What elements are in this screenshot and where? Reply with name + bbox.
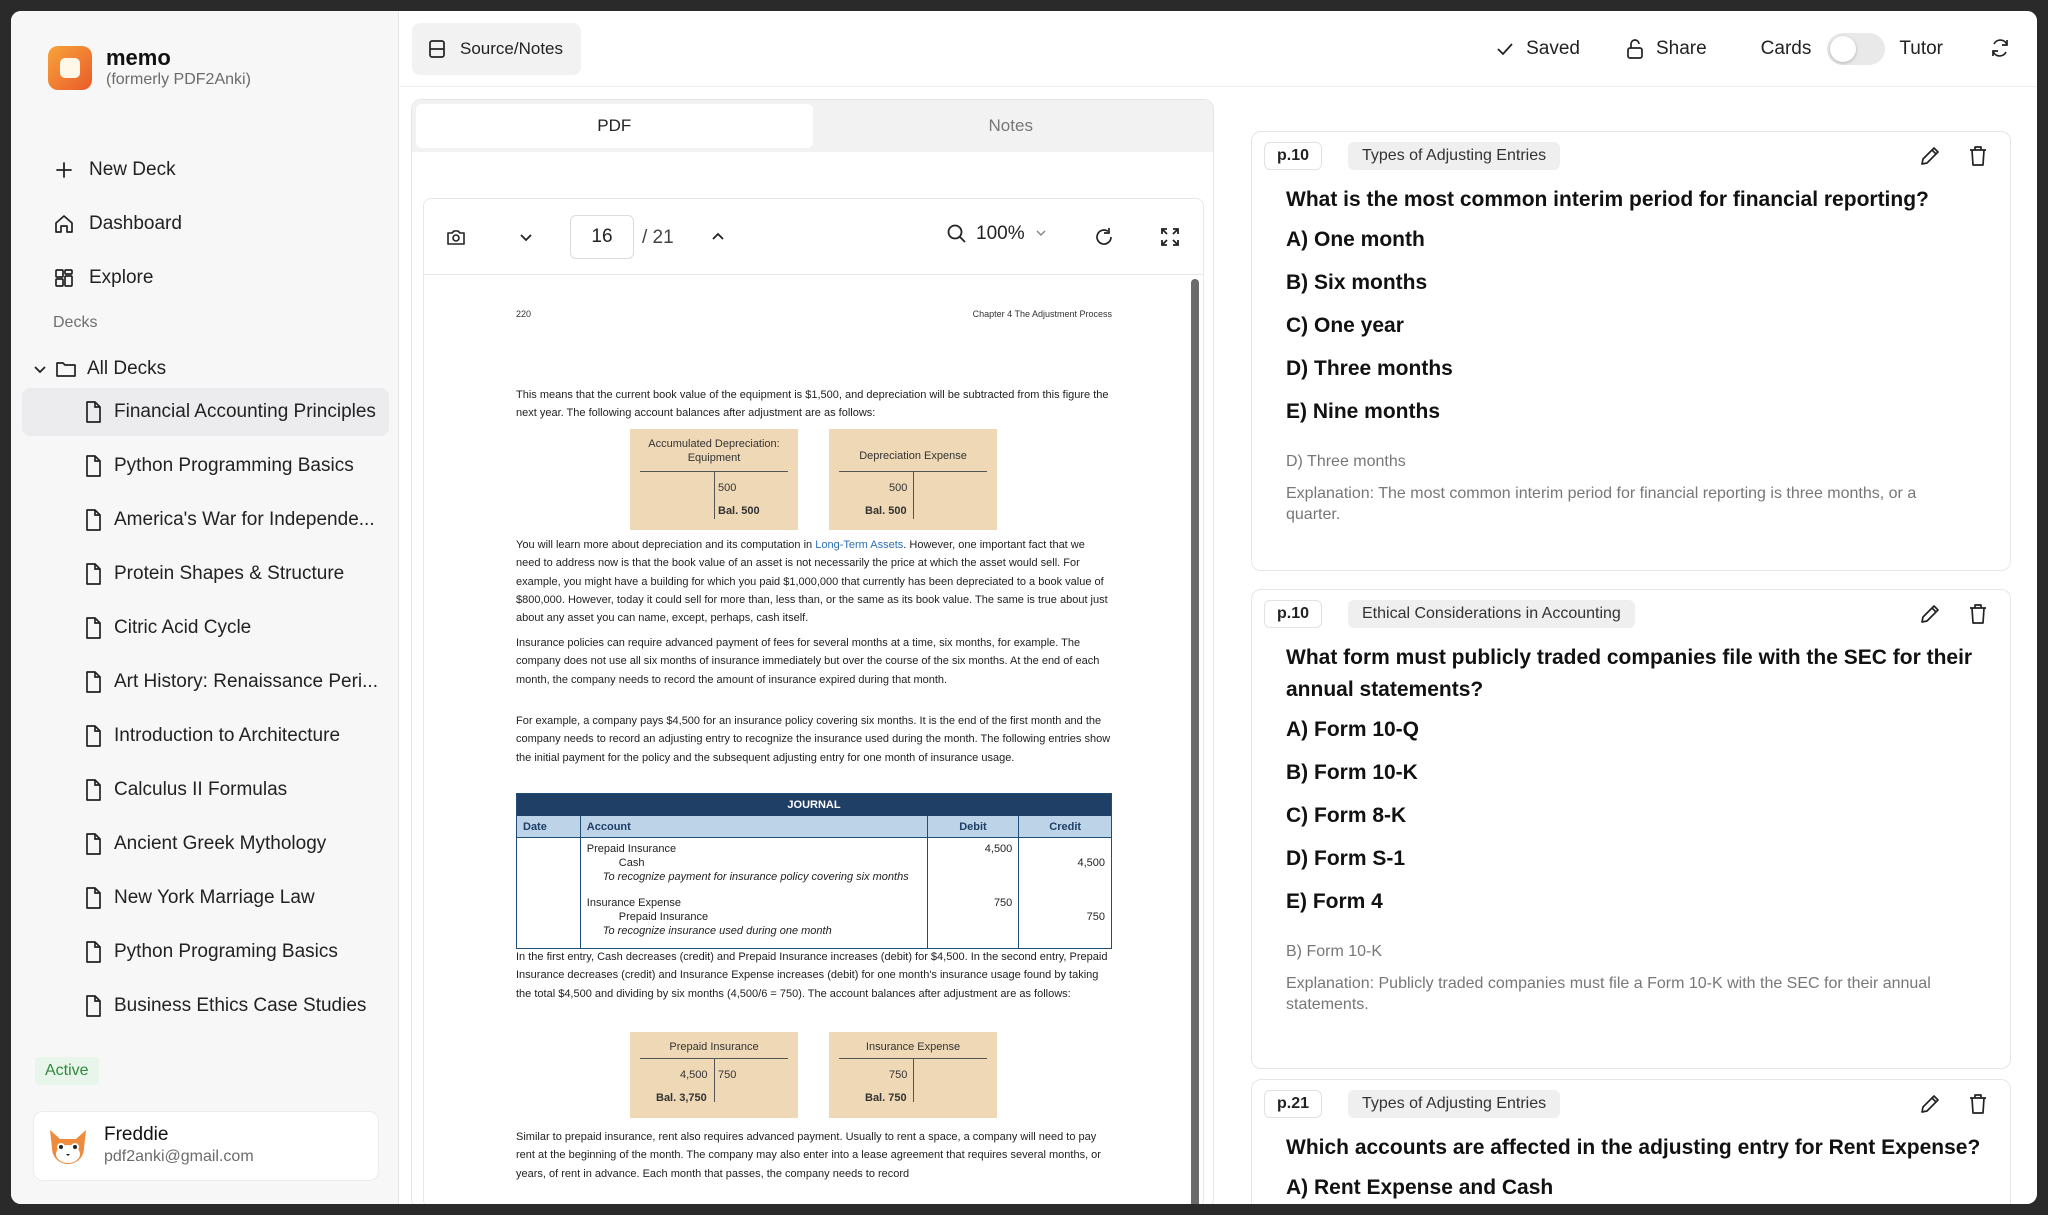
doc-paragraph: In the first entry, Cash decreases (credit) and Prepaid Insurance increases (debit) for $4,500. In the second entry, Prepaid Insurance decreases (credit) and Insurance Expense increases (debit) for one month's insurance usage found by taking the total $4,500 and dividing by six months (4,500/6 = 750). The account balances after adjustment are as follows: bbox=[516, 951, 1108, 1000]
deck-item-label: Ancient Greek Mythology bbox=[114, 833, 327, 854]
doc-paragraph: Insurance policies can require advanced payment of fees for several months at a time, six months, for example. The company does not use all six months of insurance immediately but over the course of the six months. At the end of each month, the company needs to record the amount of insurance expired during that month. bbox=[516, 637, 1100, 686]
file-icon bbox=[82, 508, 104, 532]
journal-account: Insurance Expense bbox=[586, 897, 681, 909]
t-account-title: Insurance Expense bbox=[865, 1041, 961, 1053]
t-account-depreciation-expense bbox=[829, 429, 997, 530]
grid-icon bbox=[51, 265, 77, 291]
zoom-search-icon bbox=[946, 223, 968, 245]
nav-dashboard[interactable] bbox=[51, 206, 182, 242]
deck-item-label: Financial Accounting Principles bbox=[114, 401, 376, 422]
fullscreen-icon[interactable] bbox=[1158, 225, 1182, 249]
deck-item[interactable] bbox=[22, 874, 389, 922]
page-down-chevron-icon[interactable] bbox=[514, 225, 538, 249]
file-icon bbox=[82, 994, 104, 1018]
journal-memo: To recognize insurance used during one month bbox=[602, 925, 832, 937]
deck-item[interactable] bbox=[22, 442, 389, 490]
journal-account: Prepaid Insurance bbox=[586, 843, 677, 855]
new-deck-button[interactable] bbox=[51, 152, 176, 188]
topic-tag: Types of Adjusting Entries bbox=[1348, 1090, 1560, 1118]
tutor-mode-label[interactable]: Tutor bbox=[1899, 38, 1943, 59]
lock-open-icon bbox=[1624, 38, 1646, 60]
file-icon bbox=[82, 832, 104, 856]
deck-item-label: Business Ethics Case Studies bbox=[114, 995, 367, 1016]
brand[interactable] bbox=[48, 46, 251, 90]
pencil-edit-icon[interactable] bbox=[1918, 1092, 1942, 1116]
file-icon bbox=[82, 724, 104, 748]
flashcard[interactable] bbox=[1251, 589, 2011, 1069]
user-name: Freddie bbox=[104, 1124, 169, 1145]
layout-rows-icon bbox=[426, 38, 448, 60]
doc-chapter-header: Chapter 4 The Adjustment Process bbox=[972, 309, 1112, 319]
zoom-level: 100% bbox=[976, 223, 1025, 244]
answer-option: C) Form 8-K bbox=[1286, 804, 1407, 827]
flashcards-panel bbox=[1251, 111, 2021, 1204]
camera-icon[interactable] bbox=[444, 225, 468, 249]
all-decks-folder[interactable] bbox=[29, 351, 166, 387]
t-account-balance: Bal. 3,750 bbox=[656, 1092, 707, 1104]
file-icon bbox=[82, 616, 104, 640]
deck-item-label: Citric Acid Cycle bbox=[114, 617, 252, 638]
journal-header-row bbox=[517, 816, 1111, 838]
deck-item-label: Art History: Renaissance Peri... bbox=[114, 671, 378, 692]
page-up-chevron-icon[interactable] bbox=[706, 225, 730, 249]
pdf-page bbox=[424, 276, 1190, 1204]
folder-icon bbox=[55, 358, 77, 380]
cards-tutor-toggle[interactable] bbox=[1827, 33, 1885, 65]
tab-pdf[interactable]: PDF bbox=[416, 104, 813, 148]
t-account-insurance-expense bbox=[829, 1032, 997, 1118]
answer-option: E) Form 4 bbox=[1286, 890, 1383, 913]
journal-header-date: Date bbox=[517, 816, 581, 837]
page-reference-badge[interactable]: p.21 bbox=[1264, 1090, 1322, 1118]
deck-item-label: Python Programing Basics bbox=[114, 941, 338, 962]
correct-answer: B) Form 10-K bbox=[1286, 943, 1383, 960]
nav-explore[interactable] bbox=[51, 260, 153, 296]
flashcard[interactable] bbox=[1251, 131, 2011, 571]
doc-paragraph: This means that the current book value of the equipment is $1,500, and depreciation will be subtracted from this figure the next year. The following account balances after adjustment are as follows: bbox=[516, 389, 1109, 420]
t-account-credit: 750 bbox=[718, 1069, 737, 1081]
t-account-accumulated-depreciation bbox=[630, 429, 798, 530]
pencil-edit-icon[interactable] bbox=[1918, 144, 1942, 168]
decks-section-label: Decks bbox=[53, 314, 98, 331]
dashboard-label: Dashboard bbox=[89, 213, 182, 234]
journal-credit: 4,500 bbox=[1077, 857, 1105, 869]
answer-option: A) Form 10-Q bbox=[1286, 718, 1420, 741]
deck-item[interactable] bbox=[22, 604, 389, 652]
answer-option: B) Form 10-K bbox=[1286, 761, 1418, 784]
deck-item[interactable] bbox=[22, 928, 389, 976]
journal-account: Cash bbox=[618, 857, 645, 869]
home-icon bbox=[51, 211, 77, 237]
answer-option: C) One year bbox=[1286, 314, 1404, 337]
saved-indicator bbox=[1494, 38, 1580, 60]
answer-option: E) Nine months bbox=[1286, 400, 1441, 423]
deck-item[interactable] bbox=[22, 712, 389, 760]
sidebar bbox=[11, 11, 399, 1204]
t-account-debit: 4,500 bbox=[680, 1069, 708, 1081]
deck-item[interactable] bbox=[22, 658, 389, 706]
deck-item[interactable] bbox=[22, 766, 389, 814]
topic-tag: Ethical Considerations in Accounting bbox=[1348, 600, 1635, 628]
page-reference-badge[interactable]: p.10 bbox=[1264, 142, 1322, 170]
saved-label: Saved bbox=[1526, 38, 1580, 59]
deck-item-label: America's War for Independe... bbox=[114, 509, 375, 530]
journal-body bbox=[517, 838, 1111, 948]
deck-item-label: New York Marriage Law bbox=[114, 887, 315, 908]
new-deck-label: New Deck bbox=[89, 159, 176, 180]
doc-paragraph bbox=[516, 536, 1112, 627]
pdf-panel bbox=[411, 99, 1214, 1204]
status-badge: Active bbox=[35, 1057, 99, 1085]
source-notes-label: Source/Notes bbox=[460, 39, 563, 58]
answer-option: D) Form S-1 bbox=[1286, 847, 1406, 870]
user-profile[interactable] bbox=[33, 1111, 379, 1181]
trash-icon[interactable] bbox=[1966, 144, 1990, 168]
refresh-icon[interactable] bbox=[1989, 37, 2013, 61]
journal-credit: 750 bbox=[1086, 911, 1105, 923]
long-term-assets-link[interactable]: Long-Term Assets bbox=[815, 539, 904, 551]
answer-explanation: Explanation: The most common interim period for financial reporting is three months, or a quarter. bbox=[1286, 485, 1917, 523]
journal-title: JOURNAL bbox=[517, 794, 1111, 816]
t-account-balance: Bal. 750 bbox=[865, 1092, 907, 1104]
chevron-down-icon[interactable] bbox=[29, 358, 51, 380]
card-question: Which accounts are affected in the adjusting entry for Rent Expense? bbox=[1286, 1136, 1981, 1159]
journal-debit: 750 bbox=[993, 897, 1013, 909]
pencil-edit-icon[interactable] bbox=[1918, 602, 1942, 626]
share-label: Share bbox=[1655, 38, 1707, 59]
doc-text: . However, one important fact that we need to address now is that the book value of an asset is not necessarily the price at which the asset would sell. For example, you might have a building for which you paid $1,000,000 that currently has been depreciated to a book value of $800,000. However, today it could sell for more than, less than, or the same as its book value. The same is true about just about any asset you can name, except, perhaps, cash itself. bbox=[516, 539, 1108, 625]
deck-item[interactable] bbox=[22, 820, 389, 868]
cards-mode-label[interactable]: Cards bbox=[1760, 38, 1812, 59]
journal-table bbox=[516, 793, 1112, 949]
file-icon bbox=[82, 400, 104, 424]
flashcard[interactable] bbox=[1251, 1079, 2011, 1204]
file-icon bbox=[82, 670, 104, 694]
answer-option: A) One month bbox=[1286, 228, 1425, 251]
explore-label: Explore bbox=[89, 267, 154, 288]
trash-icon[interactable] bbox=[1966, 602, 1990, 626]
deck-item-label: Protein Shapes & Structure bbox=[114, 563, 345, 584]
journal-header-account: Account bbox=[581, 816, 928, 837]
answer-option: A) Rent Expense and Cash bbox=[1286, 1176, 1554, 1199]
zoom-control[interactable] bbox=[946, 223, 1047, 245]
journal-header-credit: Credit bbox=[1049, 821, 1082, 833]
doc-paragraph: For example, a company pays $4,500 for an insurance policy covering six months. It is the end of the first month and the company needs to record an adjusting entry to recognize the insurance used during the month. The following entries show the initial payment for the policy and the subsequent adjusting entry for one month of insurance usage. bbox=[516, 715, 1111, 764]
t-account-balance: Bal. 500 bbox=[718, 505, 760, 517]
answer-explanation: Explanation: Publicly traded companies must file a Form 10-K with the SEC for their annual statements. bbox=[1286, 975, 1931, 1013]
file-icon bbox=[82, 778, 104, 802]
check-icon bbox=[1494, 38, 1516, 60]
deck-item[interactable] bbox=[22, 982, 389, 1030]
pdf-viewer bbox=[423, 198, 1204, 1204]
journal-memo: To recognize payment for insurance policy covering six months bbox=[602, 871, 909, 883]
journal-debit: 4,500 bbox=[984, 843, 1013, 855]
t-account-title: Accumulated Depreciation: Equipment bbox=[648, 438, 780, 464]
source-notes-button[interactable] bbox=[412, 23, 581, 75]
zoom-chevron-icon bbox=[1035, 223, 1047, 245]
t-account-balance: Bal. 500 bbox=[865, 505, 907, 517]
t-account-title: Prepaid Insurance bbox=[669, 1041, 759, 1053]
top-bar bbox=[400, 11, 2037, 87]
deck-list bbox=[22, 388, 389, 1036]
t-account-value: 750 bbox=[889, 1069, 908, 1081]
plus-icon bbox=[51, 157, 77, 183]
topic-tag: Types of Adjusting Entries bbox=[1348, 142, 1560, 170]
viewer-tabs bbox=[412, 100, 1213, 152]
card-question: What form must publicly traded companies file with the SEC for their annual statements? bbox=[1286, 646, 1973, 701]
t-account-prepaid-insurance bbox=[630, 1032, 798, 1118]
memo-logo-icon bbox=[48, 46, 92, 90]
card-question: What is the most common interim period for financial reporting? bbox=[1286, 188, 1929, 211]
share-button[interactable] bbox=[1624, 38, 1707, 60]
answer-option: B) Six months bbox=[1286, 271, 1428, 294]
page-total: / 21 bbox=[642, 227, 674, 248]
t-account-value: 500 bbox=[889, 482, 908, 494]
journal-account: Prepaid Insurance bbox=[618, 911, 709, 923]
user-email: pdf2anki@gmail.com bbox=[104, 1148, 254, 1165]
t-account-value: 500 bbox=[718, 482, 737, 494]
file-icon bbox=[82, 562, 104, 586]
deck-item[interactable] bbox=[22, 550, 389, 598]
deck-item-label: Introduction to Architecture bbox=[114, 725, 341, 746]
t-account-title: Depreciation Expense bbox=[859, 450, 967, 462]
answer-option: D) Three months bbox=[1286, 357, 1453, 380]
deck-item-label: Python Programming Basics bbox=[114, 455, 354, 476]
page-reference-badge[interactable]: p.10 bbox=[1264, 600, 1322, 628]
correct-answer: D) Three months bbox=[1286, 453, 1406, 470]
file-icon bbox=[82, 940, 104, 964]
doc-paragraph: Similar to prepaid insurance, rent also requires advanced payment. Usually to rent a space, a company will need to pay rent at the beginning of the month. The company may also enter into a lease agreement that requires several months, or years, of rent in advance. Each month that passes, the company needs to record bbox=[516, 1131, 1101, 1180]
deck-item-label: Calculus II Formulas bbox=[114, 779, 288, 800]
pdf-toolbar bbox=[424, 199, 1203, 275]
doc-page-number: 220 bbox=[516, 309, 532, 319]
file-icon bbox=[82, 454, 104, 478]
pdf-scrollbar[interactable] bbox=[1191, 279, 1199, 1204]
trash-icon[interactable] bbox=[1966, 1092, 1990, 1116]
journal-header-debit: Debit bbox=[928, 816, 1020, 837]
app-subtitle: (formerly PDF2Anki) bbox=[106, 71, 251, 88]
deck-item[interactable] bbox=[22, 496, 389, 544]
rotate-icon[interactable] bbox=[1092, 225, 1116, 249]
app-name: memo bbox=[106, 45, 171, 70]
deck-item[interactable] bbox=[22, 388, 389, 436]
doc-text: You will learn more about depreciation and its computation in bbox=[516, 539, 816, 551]
app-window bbox=[11, 11, 2037, 1204]
all-decks-label: All Decks bbox=[87, 358, 167, 379]
page-number-input[interactable]: 16 bbox=[570, 215, 634, 259]
tab-notes[interactable]: Notes bbox=[988, 116, 1033, 135]
file-icon bbox=[82, 886, 104, 910]
avatar bbox=[46, 1124, 90, 1168]
